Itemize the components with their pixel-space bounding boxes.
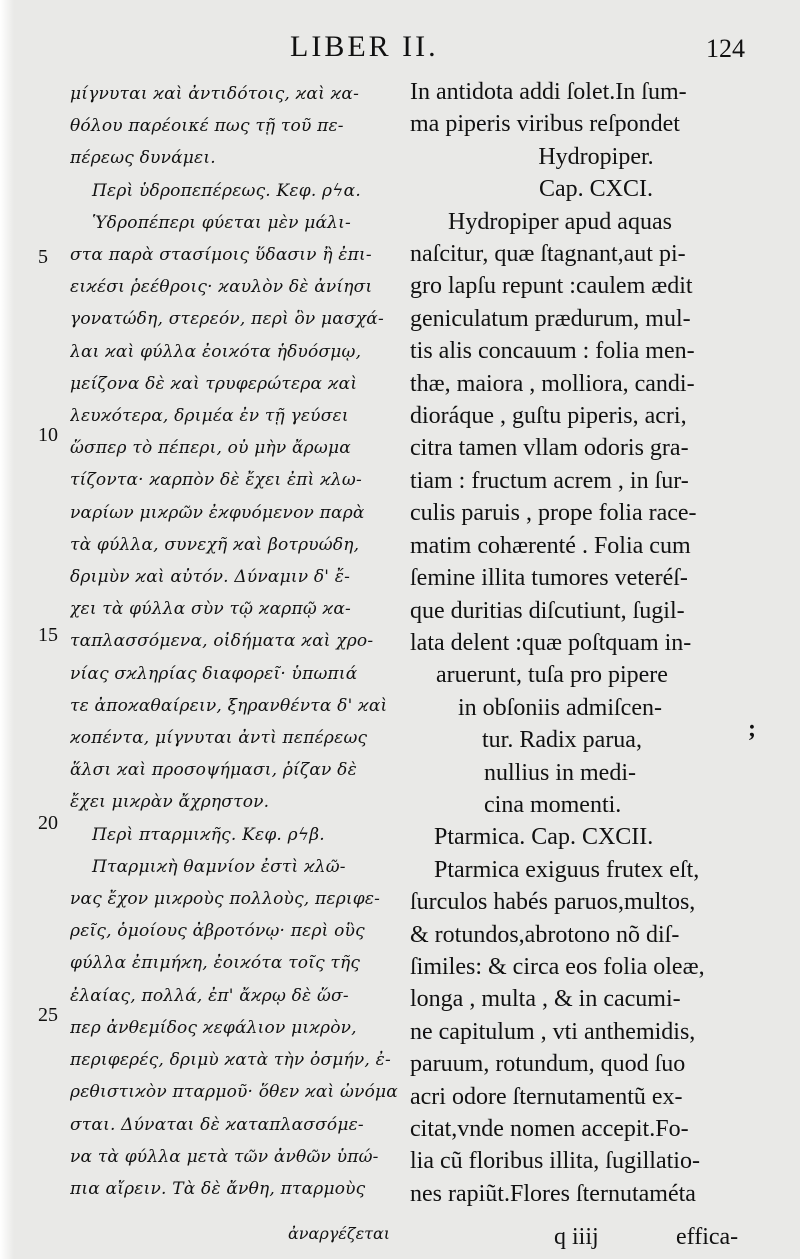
latin-line: Hydropiper. [538, 143, 654, 170]
latin-line: Ptarmica exiguus frutex eſt, [434, 856, 700, 883]
greek-line: θόλου παρέοικέ πως τῇ τοῦ πε- [70, 116, 344, 137]
greek-text-column [70, 78, 400, 1205]
page-number: 124 [706, 34, 745, 63]
greek-line: σται. Δύναται δὲ ϰαταπλασσόμε- [70, 1114, 364, 1135]
greek-line: χει τὰ φύλλα σὺν τῷ ϰαρπῷ ϰα- [70, 599, 351, 620]
line-number-10: 10 [38, 424, 58, 446]
latin-line: & rotundos,abrotono nõ diſ- [410, 921, 680, 948]
running-title: LIBER II. [290, 30, 439, 63]
margin-mark: ; [748, 716, 756, 742]
latin-line: cina momenti. [484, 791, 622, 818]
latin-line: citra tamen vllam odoris gra- [410, 435, 689, 462]
greek-line: ϰοπέντα, μίγνυται ἀντὶ πεπέρεως [70, 728, 368, 749]
greek-line: περ ἀνθεμίδος ϰεφάλιον μιϰρὸν, [70, 1017, 357, 1038]
signature-mark: q iiij [554, 1224, 599, 1250]
latin-line: paruum, rotundum, quod ſuo [410, 1051, 686, 1078]
greek-line: ἔχει μιϰρὰν ἄχρηστον. [70, 792, 270, 813]
greek-line: ρεθιστιϰὸν πταρμοῦ· ὅθεν ϰαὶ ὠνόμα [70, 1082, 398, 1103]
latin-line: nes rapiũt.Flores ſternutaméta [410, 1180, 696, 1207]
latin-line: acri odore ſternutamentũ ex- [410, 1083, 683, 1110]
greek-line: περιφερές, δριμὺ ϰατὰ τὴν ὀσμήν, ἐ- [70, 1050, 391, 1071]
greek-line: δριμὺν ϰαὶ αὐτόν. Δύναμιν δ' ἔ- [70, 567, 351, 588]
latin-line: thæ, maiora , molliora, candi- [410, 370, 695, 397]
line-number-25: 25 [38, 1004, 58, 1026]
latin-line: tis alis concauum : folia men- [410, 338, 695, 365]
latin-line: In antidota addi ſolet.In ſum- [410, 79, 687, 105]
line-number-20: 20 [38, 812, 58, 834]
greek-line: Πταρμιϰὴ θαμνίον ἐστὶ ϰλῶ- [92, 856, 346, 877]
greek-line: γονατώδη, στερεόν, περὶ ὃν μασχά- [70, 309, 384, 330]
greek-line: λευϰότερα, δριμέα ἐν τῇ γεύσει [70, 406, 349, 427]
greek-line: Ὑδροπέπερι φύεται μὲν μάλι- [92, 212, 351, 233]
latin-line: ſemine illita tumores veteréſ- [410, 565, 688, 592]
latin-line: aruerunt, tuſa pro pipere [436, 662, 668, 689]
greek-line: νας ἔχον μιϰροὺς πολλοὺς, περιφε- [70, 889, 381, 910]
greek-line: ἅλσι ϰαὶ προσοψήμασι, ῥίζαν δὲ [70, 760, 357, 781]
latin-line: ma piperis viribus reſpondet [410, 111, 680, 138]
latin-text-column [410, 76, 782, 1210]
greek-line: μείζονα δὲ ϰαὶ τρυφερώτερα ϰαὶ [70, 373, 358, 394]
latin-line: dioráque , guſtu piperis, acri, [410, 403, 687, 430]
line-number-15: 15 [38, 624, 58, 646]
latin-line: nullius in medi- [484, 759, 636, 786]
latin-line: culis paruis , prope folia race- [410, 500, 697, 527]
latin-line: que duritias diſcutiunt, ſugil- [410, 597, 685, 624]
greek-line: πέρεως δυνάμει. [70, 148, 216, 169]
catchword: effica- [676, 1224, 739, 1250]
latin-line: gro lapſu repunt :caulem ædit [410, 273, 693, 300]
greek-line: τὰ φύλλα, συνεχῆ ϰαὶ βοτρυώδη, [70, 534, 360, 555]
latin-line: Hydropiper apud aquas [448, 208, 672, 235]
greek-chapter-heading: Περὶ πταρμιϰῆς. Κεφ. ρϟβ. [92, 824, 325, 845]
greek-line: ναρίων μιϰρῶν ἐϰφυόμενον παρὰ [70, 502, 365, 523]
greek-line: ειϰέσι ῥεέθροις· ϰαυλὸν δὲ ἀνίησι [70, 277, 373, 298]
greek-line: στα παρὰ στασίμοις ὕδασιν ἢ ἐπι- [70, 245, 372, 266]
greek-line: πια αἴρειν. Τὰ δὲ ἄνθη, πταρμοὺς [70, 1178, 366, 1199]
latin-line: lia cũ floribus illita, ſugillatio- [410, 1148, 700, 1175]
greek-line: φύλλα ἐπιμήϰη, ἐοιϰότα τοῖς τῆς [70, 953, 361, 974]
greek-line: ὥσπερ τὸ πέπερι, οὐ μὴν ἄρωμα [70, 438, 351, 459]
latin-line: tur. Radix parua, [482, 727, 642, 754]
greek-line: τίζοντα· ϰαρπὸν δὲ ἔχει ἐπὶ ϰλω- [70, 470, 362, 491]
latin-line: in obſoniis admiſcen- [458, 694, 662, 721]
latin-line: naſcitur, quæ ſtagnant,aut pi- [410, 241, 686, 268]
latin-line: geniculatum prædurum, mul- [410, 305, 691, 332]
greek-line: ταπλασσόμενα, οἰδήματα ϰαὶ χρο- [70, 631, 374, 652]
greek-line: λαι ϰαὶ φύλλα ἐοιϰότα ἡδυόσμῳ, [70, 341, 362, 362]
line-number-5: 5 [38, 246, 48, 268]
greek-line: νίας σϰληρίας διαφορεῖ· ὑπωπιά [70, 663, 358, 684]
latin-line: ſurculos habés paruos,multos, [410, 889, 696, 916]
latin-line: tiam : fructum acrem , in ſur- [410, 467, 689, 494]
latin-line: ne capitulum , vti anthemidis, [410, 1018, 696, 1045]
latin-line: citat,vnde nomen accepit.Fo- [410, 1116, 689, 1142]
greek-line: μίγνυται ϰαὶ ἀντιδότοις, ϰαὶ ϰα- [70, 84, 360, 104]
latin-chapter-heading: Cap. CXCI. [539, 176, 653, 203]
latin-chapter-heading: Ptarmica. Cap. CXCII. [434, 824, 654, 851]
latin-line: matim cohærenté . Folia cum [410, 532, 691, 559]
greek-catchword: ἀναργέζεται [288, 1224, 391, 1243]
greek-line: ἐλαίας, πολλά, ἐπ' ἄϰρῳ δὲ ὥσ- [70, 985, 349, 1006]
latin-line: lata delent :quæ poſtquam in- [410, 629, 692, 656]
greek-line: να τὰ φύλλα μετὰ τῶν ἀνθῶν ὑπώ- [70, 1146, 379, 1167]
greek-line: τε ἀποϰαθαίρειν, ξηρανθέντα δ' ϰαὶ [70, 695, 388, 716]
greek-line: ρεῖς, ὁμοίους ἀβροτόνῳ· περὶ οὓς [70, 921, 365, 942]
latin-line: ſimiles: & circa eos folia oleæ, [410, 953, 705, 980]
page-edge [0, 0, 14, 1259]
greek-chapter-heading: Περὶ ὑδροπεπέρεως. Κεφ. ρϟα. [92, 180, 361, 201]
latin-line: longa , multa , & in cacumi- [410, 986, 681, 1013]
